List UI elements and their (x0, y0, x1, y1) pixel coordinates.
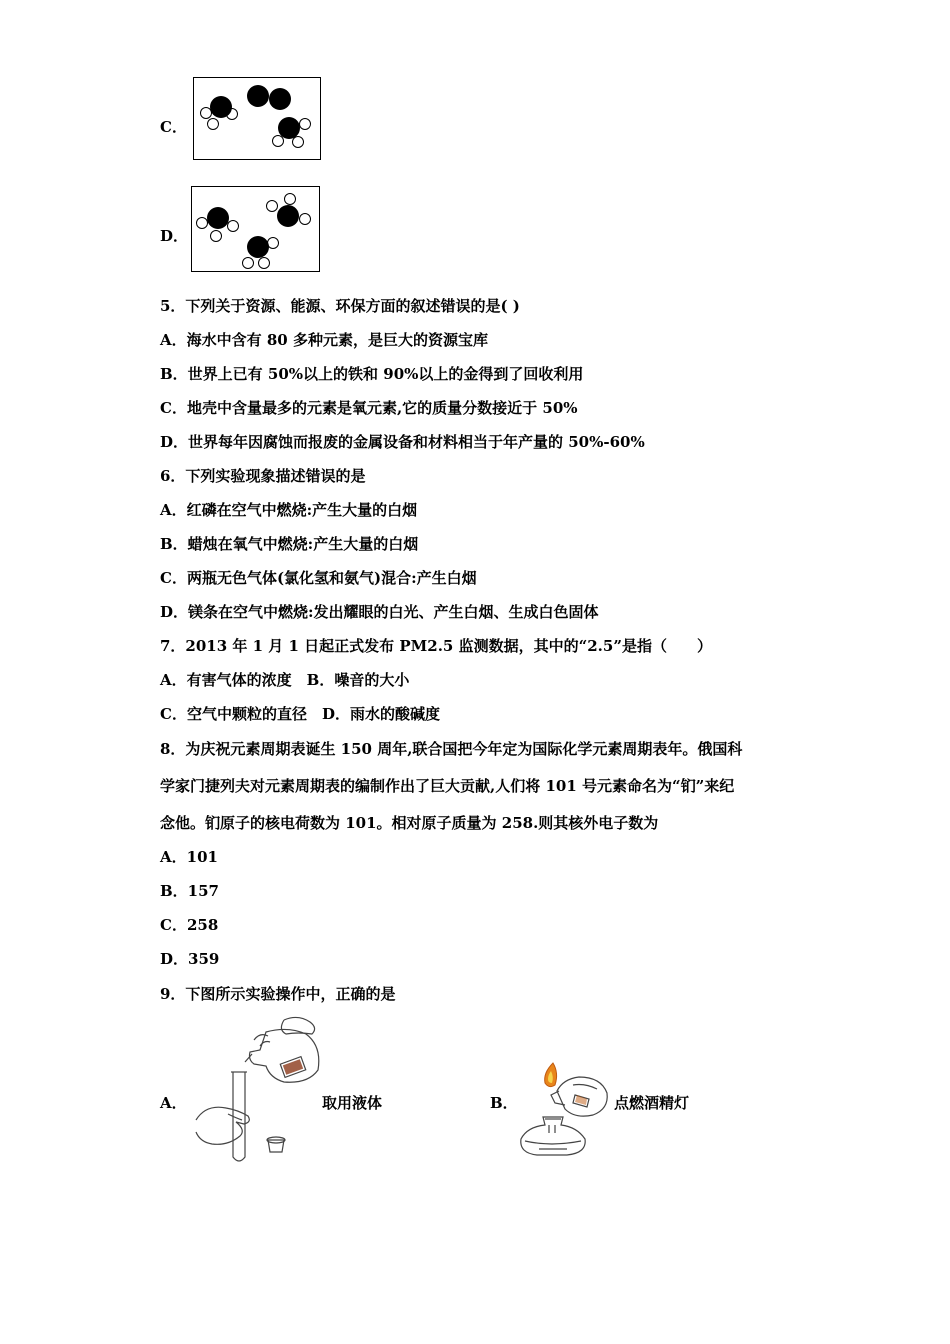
pouring-liquid-illustration (188, 1012, 328, 1167)
q9-stem: 9．下图所示实验操作中，正确的是 (160, 985, 396, 1003)
q6-option-d: D．镁条在空气中燃烧:发出耀眼的白光、产生白烟、生成白色固体 (160, 603, 599, 621)
q5-option-a: A．海水中含有 80 多种元素，是巨大的资源宝库 (160, 331, 488, 349)
q5-stem: 5．下列关于资源、能源、环保方面的叙述错误的是( ) (160, 297, 520, 315)
option-c-molecule-figure (193, 77, 321, 160)
option-c-label: C． (160, 118, 187, 136)
q6-option-a: A．红磷在空气中燃烧:产生大量的白烟 (160, 501, 418, 519)
q8-stem-line-3: 念他。钔原子的核电荷数为 101。相对原子质量为 258.则其核外电子数为 (160, 814, 659, 832)
q6-stem: 6．下列实验现象描述错误的是 (160, 467, 366, 485)
q8-stem-line-2: 学家门捷列夫对元素周期表的编制作出了巨大贡献,人们将 101 号元素命名为“钔”来纪 (160, 777, 735, 795)
alcohol-lamp-illustration (515, 1055, 615, 1165)
q8-option-c: C．258 (160, 916, 219, 934)
q9-option-a-label: A． (160, 1094, 187, 1112)
q5-option-d: D．世界每年因腐蚀而报废的金属设备和材料相当于年产量的 50%-60% (160, 433, 645, 451)
q7-options-ab: A．有害气体的浓度 B．噪音的大小 (160, 671, 410, 689)
pouring-liquid-icon (188, 1012, 328, 1167)
alcohol-lamp-icon (515, 1055, 615, 1165)
q9-option-b-label: B． (490, 1094, 518, 1112)
q6-option-b: B．蜡烛在氧气中燃烧:产生大量的白烟 (160, 535, 419, 553)
molecule-diagram-d (192, 187, 319, 271)
q9-option-b-caption: 点燃酒精灯 (614, 1094, 690, 1112)
q7-options-cd: C．空气中颗粒的直径 D．雨水的酸碱度 (160, 705, 440, 723)
q5-option-c: C．地壳中含量最多的元素是氧元素,它的质量分数接近于 50% (160, 399, 578, 417)
q8-stem-line-1: 8．为庆祝元素周期表诞生 150 周年,联合国把今年定为国际化学元素周期表年。俄国科 (160, 740, 743, 758)
q5-option-b: B．世界上已有 50%以上的铁和 90%以上的金得到了回收利用 (160, 365, 584, 383)
q6-option-c: C．两瓶无色气体(氯化氢和氨气)混合:产生白烟 (160, 569, 477, 587)
option-d-label: D． (160, 227, 189, 245)
q8-option-d: D．359 (160, 950, 220, 968)
q7-stem: 7．2013 年 1 月 1 日起正式发布 PM2.5 监测数据，其中的“2.5”是指（ ） (160, 637, 712, 655)
q8-option-a: A．101 (160, 848, 218, 866)
q9-option-a-caption: 取用液体 (322, 1094, 383, 1112)
molecule-diagram-c (194, 78, 320, 159)
option-d-molecule-figure (191, 186, 320, 272)
q8-option-b: B．157 (160, 882, 219, 900)
